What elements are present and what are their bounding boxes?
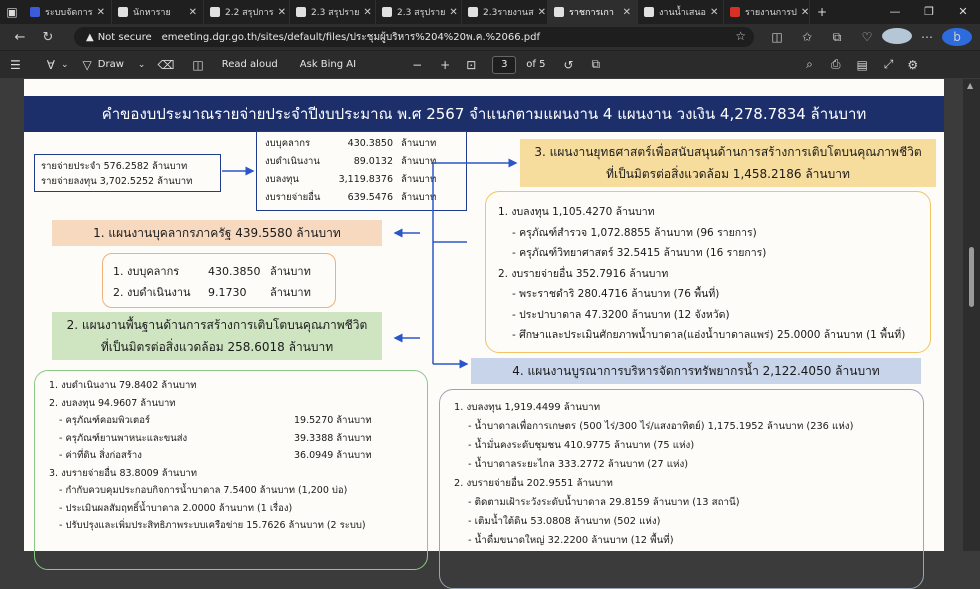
plan2-line-value: 36.0949 ล้านบาท [294, 450, 372, 461]
plan2-line-text: - กำกับควบคุมประกอบกิจการน้ำบาดาล 7.5400 ล้านบาท (1,200 บ่อ) [59, 485, 348, 496]
budget-category-label: งบรายจ่ายอื่น [265, 192, 321, 203]
read-aloud-button[interactable]: Read aloud [221, 59, 278, 70]
scroll-up-icon[interactable]: ▲ [967, 81, 974, 90]
plan3-line: - ครุภัณฑ์สำรวจ 1,072.8855 ล้านบาท (96 รายการ) [512, 226, 757, 239]
plan3-box [485, 191, 931, 353]
page-number-input[interactable]: 3 [492, 56, 516, 74]
collections-icon[interactable]: ⧉ [832, 29, 842, 44]
address-bar[interactable] [74, 27, 754, 47]
profile-avatar[interactable] [882, 28, 912, 47]
plan2-line-value: 39.3388 ล้านบาท [294, 432, 372, 444]
plan4-header: 4. แผนงานบูรณาการบริหารจัดการทรัพยากรน้ำ 2,122.4050 ล้านบาท [471, 358, 921, 384]
tab-label: 2.2 สรุปการ [225, 8, 274, 18]
tab-label: งานน้ำเสนอ [659, 8, 706, 18]
plan2-line-text: - ค่าที่ดิน สิ่งก่อสร้าง [59, 450, 142, 461]
ask-bing-button[interactable]: Ask Bing AI [299, 59, 357, 70]
plan4-line: 1. งบลงทุน 1,919.4499 ล้านบาท [454, 402, 601, 413]
draw-icon[interactable]: ▽ [82, 57, 92, 72]
plan2-box [34, 370, 428, 570]
browser-tab[interactable] [376, 0, 462, 24]
browser-tab[interactable] [112, 0, 204, 24]
plan1-item [113, 261, 325, 282]
plan2-line-text: - ครุภัณฑ์ยานพาหนะและขนส่ง [59, 432, 188, 444]
plan2-line-text: - ปรับปรุงและเพิ่มประสิทธิภาพระบบเครือข่าย 15.7626 ล้านบาท (2 ระบบ) [59, 520, 366, 531]
page-view-icon[interactable]: ◫ [192, 57, 204, 72]
browser-tab[interactable] [638, 0, 724, 24]
plan2-line-text: - ประเมินผลสัมฤทธิ์น้ำบาดาล 2.0000 ล้านบาท (1 เรื่อง) [59, 502, 293, 514]
rotate-icon[interactable]: ↺ [563, 57, 574, 72]
settings-gear-icon[interactable]: ⚙ [907, 57, 919, 72]
pdf-toolbar [0, 50, 980, 78]
minimize-button[interactable]: — [889, 5, 901, 18]
tab-favicon-icon [30, 7, 40, 17]
plan1-item [113, 282, 325, 303]
page-total: of 5 [526, 59, 546, 70]
tab-close-icon[interactable]: ✕ [96, 6, 105, 18]
plan4-line: - น้ำบาดาลระยะไกล 333.2772 ล้านบาท (27 แห่ง) [468, 459, 689, 470]
address-bar-row [0, 24, 980, 50]
tab-close-icon[interactable]: ✕ [363, 6, 372, 18]
eraser-icon[interactable]: ⌫ [157, 57, 175, 72]
plan2-line [49, 412, 413, 430]
refresh-icon[interactable]: ↻ [42, 29, 54, 45]
plan3-line: - ประปาบาดาล 47.3200 ล้านบาท (12 จังหวัด) [512, 308, 730, 321]
budget-category-value: 89.0132 [353, 156, 393, 167]
plan2-line-text: 3. งบรายจ่ายอื่น 83.8009 ล้านบาท [49, 467, 198, 479]
two-page-icon[interactable]: ⧉ [591, 57, 601, 71]
tab-favicon-icon [118, 7, 128, 17]
tab-close-icon[interactable]: ✕ [449, 6, 458, 18]
split-screen-icon[interactable]: ◫ [771, 30, 783, 44]
search-icon[interactable]: ⌕ [806, 57, 813, 71]
plan4-line: - น้ำบาดาลเพื่อการเกษตร (500 ไร่/300 ไร่/แสงอาทิตย์) 1,175.1952 ล้านบาท (236 แห่ง) [468, 421, 854, 432]
budget-category-label: งบบุคลากร [265, 138, 311, 149]
plan2-line [49, 430, 413, 448]
plan1-header: 1. แผนงานบุคลากรภาครัฐ 439.5580 ล้านบาท [52, 220, 382, 246]
budget-category-unit: ล้านบาท [401, 174, 437, 185]
plan4-line: - เติมน้ำใต้ดิน 53.0808 ล้านบาท (502 แห่ง) [468, 516, 661, 527]
pdf-page [24, 79, 944, 551]
plan3-line: 2. งบรายจ่ายอื่น 352.7916 ล้านบาท [498, 267, 669, 280]
fit-page-icon[interactable]: ⊡ [466, 57, 477, 72]
url-text[interactable]: emeeting.dgr.go.th/sites/default/files/ประชุมผู้บริหาร%204%20พ.ค.%2066.pdf [161, 31, 541, 43]
plan2-line-text: 1. งบดำเนินงาน 79.8402 ล้านบาท [49, 380, 197, 391]
budget-category-value: 639.5476 [347, 192, 393, 203]
doc-title: คำของบประมาณรายจ่ายประจำปีงบประมาณ พ.ศ 2567 จำแนกตามแผนงาน 4 แผนงาน วงเงิน 4,278.7834 ล้านบาท [24, 96, 944, 132]
bing-chat-icon[interactable]: b [942, 28, 972, 46]
favorite-star-icon[interactable]: ☆ [735, 29, 746, 43]
plan1-item-unit: ล้านบาท [270, 286, 311, 299]
budget-category-value: 3,119.8376 [338, 174, 393, 185]
budget-category-label: งบลงทุน [265, 174, 299, 185]
tab-label: ระบบจัดการ [45, 8, 93, 18]
plan1-box [102, 253, 336, 308]
budget-category-label: งบดำเนินงาน [265, 156, 320, 167]
budget-category-value: 430.3850 [347, 138, 393, 149]
tab-label: รายงานการป [745, 8, 797, 18]
plan2-line-text: - ครุภัณฑ์คอมพิวเตอร์ [59, 415, 151, 426]
security-status[interactable]: Not secure [97, 31, 152, 43]
plan2-line [49, 377, 413, 395]
tab-favicon-icon [210, 7, 220, 17]
tab-close-icon[interactable]: ✕ [188, 6, 197, 18]
fullscreen-icon[interactable]: ⤢ [883, 57, 894, 71]
zoom-in-button[interactable]: + [440, 57, 451, 72]
plan1-item-unit: ล้านบาท [270, 265, 311, 278]
browser-tab[interactable] [290, 0, 376, 24]
plan3-line: - พระราชดำริ 280.4716 ล้านบาท (76 พื้นที่) [512, 288, 720, 300]
plan2-line [49, 465, 413, 483]
recurring-expense: รายจ่ายประจำ 576.2582 ล้านบาท [41, 161, 188, 172]
plan2-line-text: 2. งบลงทุน 94.9607 ล้านบาท [49, 397, 176, 409]
tab-favicon-icon [296, 7, 306, 17]
browser-tab[interactable] [462, 0, 548, 24]
plan2-line [49, 395, 413, 413]
chevron-down-icon[interactable]: ⌄ [137, 59, 146, 70]
plan2-line-value: 19.5270 ล้านบาท [294, 415, 372, 426]
zoom-out-button[interactable]: − [412, 57, 423, 72]
plan4-line: - น้ำดื่มขนาดใหญ่ 32.2200 ล้านบาท (12 พื้นที่) [468, 535, 674, 546]
tab-favicon-icon [730, 7, 740, 17]
tab-label: 2.3 สรุปราย [311, 8, 360, 18]
warning-icon: ▲ [86, 31, 94, 43]
plan4-line: - ติดตามเฝ้าระวังระดับน้ำบาดาล 29.8159 ล้านบาท (13 สถานี) [468, 497, 740, 508]
plan4-line: 2. งบรายจ่ายอื่น 202.9551 ล้านบาท [454, 478, 613, 489]
extensions-icon[interactable]: ♡ [861, 30, 873, 44]
tab-favicon-icon [644, 7, 654, 17]
back-icon[interactable]: ← [14, 29, 26, 45]
tab-close-icon[interactable]: ✕ [709, 6, 719, 18]
tab-favicon-icon [382, 7, 392, 17]
tab-bar [0, 0, 980, 24]
plan3-title-line2: ที่เป็นมิตรต่อสิ่งแวดล้อม 1,458.2186 ล้านบาท [606, 167, 850, 181]
vertical-scrollbar[interactable] [963, 79, 980, 551]
contents-icon[interactable]: ☰ [10, 57, 21, 72]
plan3-line: 1. งบลงทุน 1,105.4270 ล้านบาท [498, 206, 655, 218]
plan3-header [520, 139, 936, 187]
plan2-line [49, 447, 413, 465]
tab-close-icon[interactable]: ✕ [537, 6, 546, 18]
browser-tab[interactable] [204, 0, 290, 24]
budget-category-unit: ล้านบาท [401, 156, 437, 167]
plan2-header [52, 312, 382, 360]
plan3-line: - ครุภัณฑ์วิทยาศาสตร์ 32.5415 ล้านบาท (16 รายการ) [512, 247, 767, 259]
chevron-down-icon[interactable]: ⌄ [60, 59, 69, 70]
tab-close-icon[interactable]: ✕ [277, 6, 286, 18]
tab-close-icon[interactable]: ✕ [622, 6, 631, 18]
scrollbar-thumb[interactable] [969, 247, 974, 307]
tab-favicon-icon [468, 7, 478, 17]
browser-tab[interactable] [724, 0, 810, 24]
budget-category-unit: ล้านบาท [401, 192, 437, 203]
plan1-item-label: 1. งบบุคลากร [113, 265, 180, 278]
browser-tab[interactable] [24, 0, 112, 24]
more-menu-icon[interactable]: ⋯ [921, 30, 933, 44]
browser-tab[interactable] [548, 0, 638, 24]
plan1-item-value: 9.1730 [208, 286, 247, 299]
plan1-item-label: 2. งบดำเนินงาน [113, 286, 191, 299]
close-window-button[interactable]: ✕ [958, 5, 968, 18]
print-icon[interactable]: ⎙ [830, 57, 841, 71]
draw-button[interactable]: Draw [97, 59, 124, 70]
save-icon[interactable]: ▤ [856, 57, 868, 72]
tab-label: 2.3รายงานส [483, 8, 534, 18]
tab-label: 2.3 สรุปราย [397, 8, 446, 18]
highlight-icon[interactable]: ∀ [46, 57, 55, 72]
pdf-viewer[interactable] [0, 79, 980, 551]
maximize-button[interactable]: ❐ [924, 5, 934, 18]
plan3-line: - ศึกษาและประเมินศักยภาพน้ำบาดาล(แอ่งน้ำบาดาลแพร่) 25.0000 ล้านบาท (1 พื้นที่) [512, 329, 906, 341]
investment-expense: รายจ่ายลงทุน 3,702.5252 ล้านบาท [41, 176, 193, 187]
budget-category-unit: ล้านบาท [401, 138, 437, 149]
plan4-line: - น้ำมั่นคงระดับชุมชน 410.9775 ล้านบาท (75 แห่ง) [468, 440, 695, 451]
plan2-line [49, 482, 413, 500]
plan1-item-value: 430.3850 [208, 265, 261, 278]
plan2-line [49, 500, 413, 518]
plan2-title-line2: ที่เป็นมิตรต่อสิ่งแวดล้อม 258.6018 ล้านบาท [100, 340, 334, 354]
plan2-line [49, 517, 413, 535]
favorites-icon[interactable]: ✩ [801, 30, 813, 44]
tab-favicon-icon [554, 7, 564, 17]
new-tab-button[interactable]: + [816, 5, 828, 19]
tab-actions-icon[interactable]: ▣ [6, 5, 18, 19]
plan3-title-line1: 3. แผนงานยุทธศาสตร์เพื่อสนับสนุนด้านการสร้างการเติบโตบนคุณภาพชีวิต [534, 145, 922, 159]
plan2-title-line1: 2. แผนงานพื้นฐานด้านการสร้างการเติบโตบนคุณภาพชีวิต [66, 318, 368, 332]
tab-label: ราชการเกา [569, 8, 614, 18]
plan4-box [439, 389, 924, 589]
tab-close-icon[interactable]: ✕ [800, 6, 810, 18]
tab-label: นักหาราย [133, 8, 171, 18]
